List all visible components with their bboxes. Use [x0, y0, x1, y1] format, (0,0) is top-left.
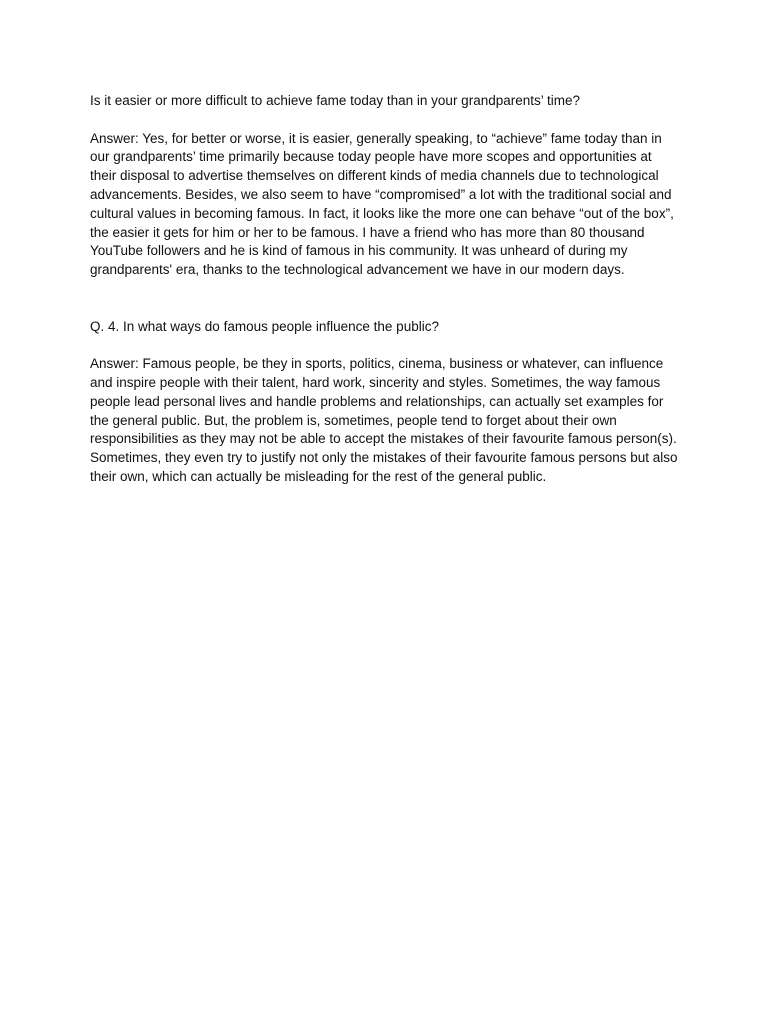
- answer-text: Answer: Famous people, be they in sports, politics, cinema, business or whatever, can influence and inspire people with their talent, hard work, sincerity and styles. Sometimes, the way famous people lead personal lives and handle problems and relationships, can actually set examples for the general public. But, the problem is, sometimes, people tend to forget about their own responsibilities as they may not be able to accept the mistakes of their favourite famous person(s). Sometimes, they even try to justify not only the mistakes of their favourite famous persons but also their own, which can actually be misleading for the rest of the general public.: [90, 356, 678, 484]
- qa-section-1: [90, 92, 680, 280]
- answer-text: Answer: Yes, for better or worse, it is easier, generally speaking, to “achieve” fame today than in our grandparents’ time primarily because today people have more scopes and opportunities at their disposal to advertise themselves on different kinds of media channels due to technological advancements. Besides, we also seem to have “compromised” a lot with the traditional social and cultural values in becoming famous. In fact, it looks like the more one can behave “out of the box”, the easier it gets for him or her to be famous. I have a friend who has more than 80 thousand YouTube followers and he is kind of famous in his community. It was unheard of during my grandparents' era, thanks to the technological advancement we have in our modern days.: [90, 130, 674, 278]
- qa-section-2: [90, 318, 680, 487]
- document-page: [90, 92, 680, 487]
- question-text: Is it easier or more difficult to achieve fame today than in your grandparents’ time?: [90, 93, 581, 108]
- question-text: Q. 4. In what ways do famous people influence the public?: [90, 318, 439, 334]
- section-spacer: [90, 280, 680, 318]
